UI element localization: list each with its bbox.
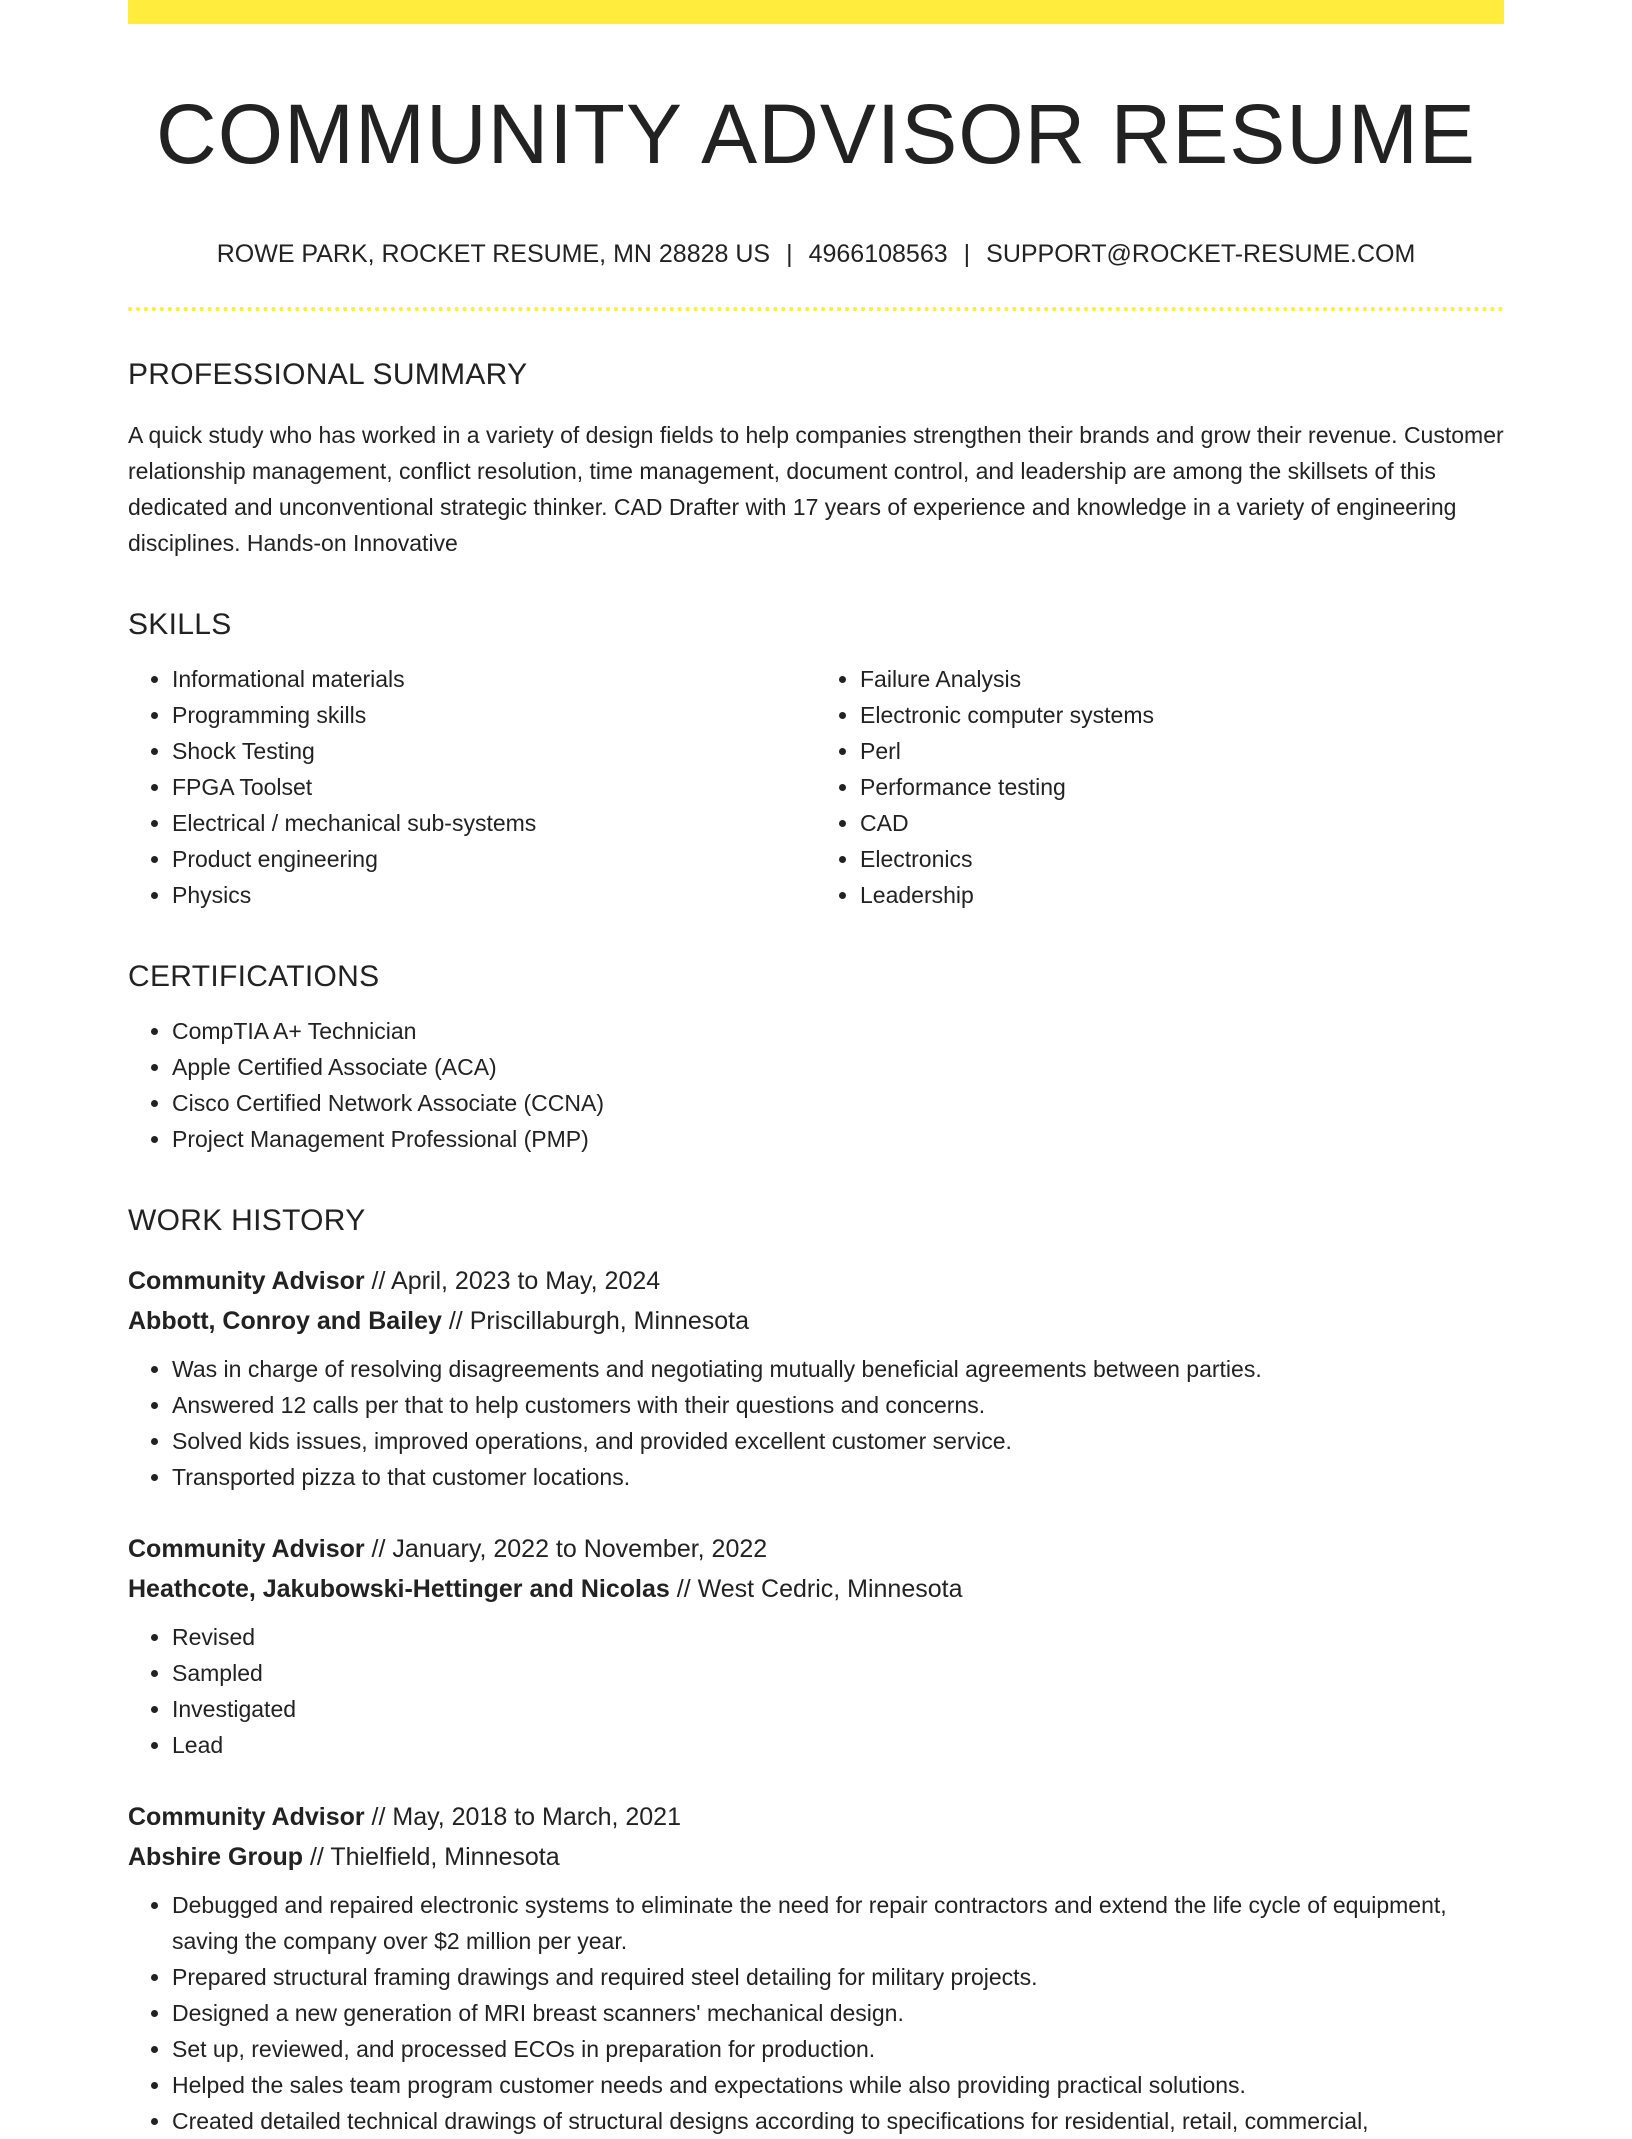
job-dates: // April, 2023 to May, 2024 bbox=[364, 1266, 661, 1295]
job-title: Community Advisor bbox=[128, 1802, 365, 1831]
job-bullet: • Prepared structural framing drawings and required steel detailing for military projects. bbox=[172, 1959, 1504, 1995]
job-bullet: • Debugged and repaired electronic systems to eliminate the need for repair contractors and extend the life cycle of equipment, saving the company over $2 million per year. bbox=[172, 1887, 1504, 1959]
dotted-divider bbox=[128, 307, 1504, 311]
certification-item: • Cisco Certified Network Associate (CCNA) bbox=[172, 1085, 1504, 1121]
job-bullet: • Sampled bbox=[172, 1655, 1504, 1691]
work-history-heading: WORK HISTORY bbox=[128, 1203, 366, 1237]
job-bullets bbox=[128, 1887, 1504, 2139]
contact-phone: 4966108563 bbox=[808, 239, 948, 268]
skills-grid bbox=[128, 661, 1504, 913]
job-company-line bbox=[128, 1301, 1504, 1341]
job-company: Abshire Group bbox=[128, 1842, 304, 1871]
summary-heading: PROFESSIONAL SUMMARY bbox=[128, 357, 528, 391]
skill-item: • Product engineering bbox=[172, 841, 816, 877]
contact-line bbox=[128, 239, 1504, 269]
skill-item: • Electronics bbox=[860, 841, 1504, 877]
job-bullet: • Designed a new generation of MRI breast scanners' mechanical design. bbox=[172, 1995, 1504, 2031]
certification-item: • CompTIA A+ Technician bbox=[172, 1013, 1504, 1049]
job-title-line bbox=[128, 1261, 1504, 1301]
skill-item: • Informational materials bbox=[172, 661, 816, 697]
job-title: Community Advisor bbox=[128, 1266, 365, 1295]
job-title: Community Advisor bbox=[128, 1534, 365, 1563]
contact-address: ROWE PARK, ROCKET RESUME, MN 28828 US bbox=[216, 239, 771, 268]
job-bullet: • Solved kids issues, improved operations, and provided excellent customer service. bbox=[172, 1423, 1504, 1459]
resume-page bbox=[128, 0, 1504, 2139]
skill-item: • Failure Analysis bbox=[860, 661, 1504, 697]
skills-section bbox=[128, 607, 1504, 913]
job-location: // Priscillaburgh, Minnesota bbox=[441, 1306, 749, 1335]
job-bullet: • Answered 12 calls per that to help customers with their questions and concerns. bbox=[172, 1387, 1504, 1423]
job-entry bbox=[128, 1261, 1504, 1495]
job-bullets bbox=[128, 1619, 1504, 1763]
job-bullet: • Helped the sales team program customer needs and expectations while also providing practical solutions. bbox=[172, 2067, 1504, 2103]
work-history-section bbox=[128, 1203, 1504, 2139]
skill-item: • Leadership bbox=[860, 877, 1504, 913]
job-company: Heathcote, Jakubowski-Hettinger and Nicolas bbox=[128, 1574, 670, 1603]
contact-separator: | bbox=[963, 239, 971, 268]
job-dates: // January, 2022 to November, 2022 bbox=[364, 1534, 768, 1563]
job-company-line bbox=[128, 1837, 1504, 1877]
job-bullets bbox=[128, 1351, 1504, 1495]
summary-section bbox=[128, 357, 1504, 561]
contact-separator: | bbox=[786, 239, 793, 268]
skill-item: • Shock Testing bbox=[172, 733, 816, 769]
job-bullet: • Lead bbox=[172, 1727, 1504, 1763]
skill-item: • Programming skills bbox=[172, 697, 816, 733]
skill-item: • FPGA Toolset bbox=[172, 769, 816, 805]
skills-list-left bbox=[128, 661, 816, 913]
job-location: // West Cedric, Minnesota bbox=[669, 1574, 963, 1603]
contact-email: SUPPORT@ROCKET-RESUME.COM bbox=[986, 239, 1416, 268]
certification-item: • Project Management Professional (PMP) bbox=[172, 1121, 1504, 1157]
job-bullet: • Was in charge of resolving disagreements and negotiating mutually beneficial agreements between parties. bbox=[172, 1351, 1504, 1387]
skill-item: • Performance testing bbox=[860, 769, 1504, 805]
skill-item: • CAD bbox=[860, 805, 1504, 841]
job-entry bbox=[128, 1797, 1504, 2139]
skill-item: • Perl bbox=[860, 733, 1504, 769]
jobs-container bbox=[128, 1261, 1504, 2139]
job-bullet: • Transported pizza to that customer locations. bbox=[172, 1459, 1504, 1495]
job-entry bbox=[128, 1529, 1504, 1763]
page-title: COMMUNITY ADVISOR RESUME bbox=[156, 87, 1476, 181]
certifications-heading: CERTIFICATIONS bbox=[128, 959, 380, 993]
job-bullet: • Revised bbox=[172, 1619, 1504, 1655]
job-dates: // May, 2018 to March, 2021 bbox=[364, 1802, 681, 1831]
skill-item: • Physics bbox=[172, 877, 816, 913]
job-title-line bbox=[128, 1529, 1504, 1569]
job-bullet: • Set up, reviewed, and processed ECOs in preparation for production. bbox=[172, 2031, 1504, 2067]
job-location: // Thielfield, Minnesota bbox=[303, 1842, 560, 1871]
certifications-section bbox=[128, 959, 1504, 1157]
job-title-line bbox=[128, 1797, 1504, 1837]
job-company-line bbox=[128, 1569, 1504, 1609]
skill-item: • Electrical / mechanical sub-systems bbox=[172, 805, 816, 841]
job-bullet: • Investigated bbox=[172, 1691, 1504, 1727]
skill-item: • Electronic computer systems bbox=[860, 697, 1504, 733]
skills-heading: SKILLS bbox=[128, 607, 232, 641]
skills-list-right bbox=[816, 661, 1504, 913]
job-company: Abbott, Conroy and Bailey bbox=[128, 1306, 442, 1335]
certification-item: • Apple Certified Associate (ACA) bbox=[172, 1049, 1504, 1085]
summary-text: A quick study who has worked in a variety of design fields to help companies strengthen their brands and grow their revenue. Customer relationship management, conflict resolution, time management, document control, and leadership are among the skillsets of this dedicated and unconventional strategic thinker. CAD Drafter with 17 years of experience and knowledge in a variety of engineering disciplines. Hands-on Innovative bbox=[128, 421, 1504, 556]
top-accent-bar bbox=[128, 0, 1504, 24]
job-bullet: • Created detailed technical drawings of structural designs according to specifications for residential, retail, commercial, bbox=[172, 2103, 1504, 2139]
certifications-list bbox=[128, 1013, 1504, 1157]
